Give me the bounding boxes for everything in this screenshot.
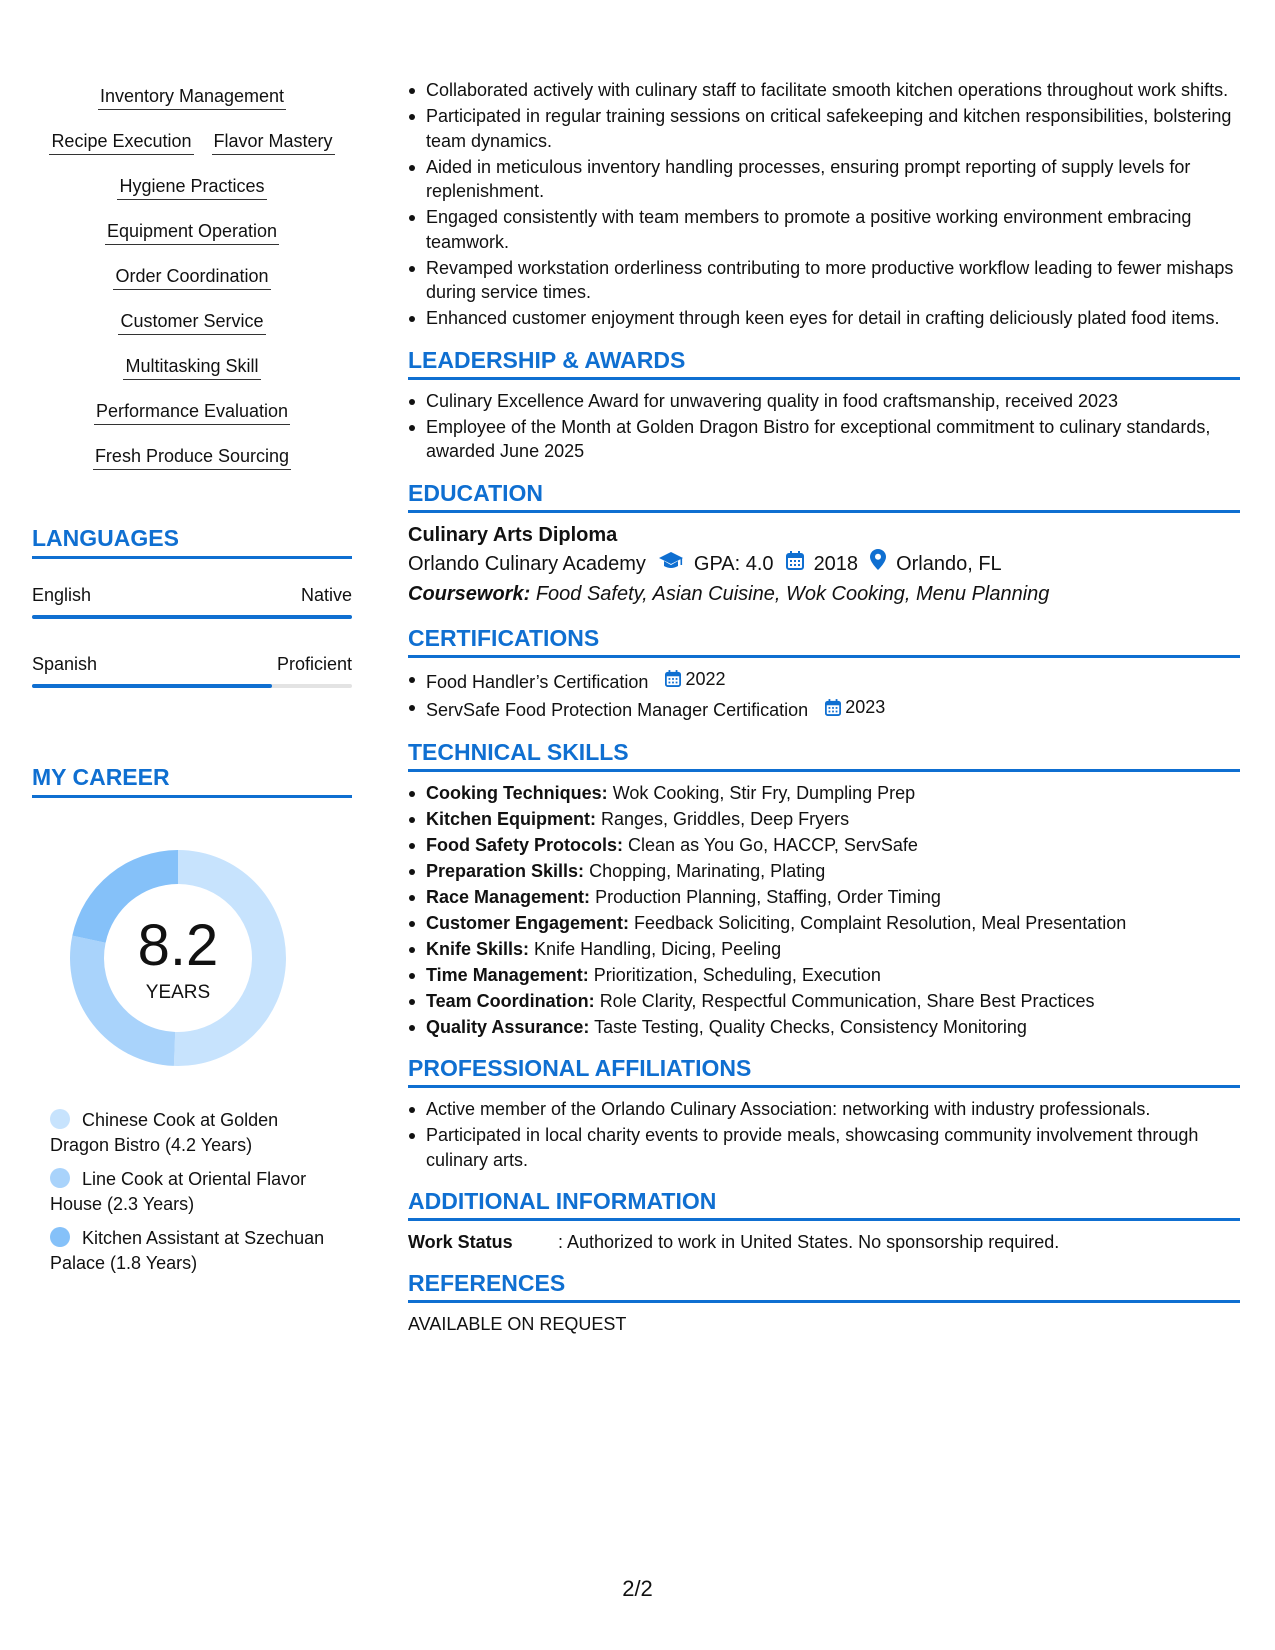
technical-skill-text: Role Clarity, Respectful Communication, Share Best Practices [599, 990, 1095, 1011]
education-details [408, 549, 1240, 579]
skill-tag: Customer Service [118, 307, 265, 335]
work-status-row [408, 1230, 1240, 1254]
affiliation-item: Active member of the Orlando Culinary Association: networking with industry professionals. [426, 1097, 1240, 1122]
technical-skill-item [426, 807, 1240, 832]
coursework-text: Food Safety, Asian Cuisine, Wok Cooking, Menu Planning [535, 582, 1050, 605]
education-heading: EDUCATION [408, 480, 1240, 513]
location-pin-icon [870, 549, 886, 579]
experience-bullet: Participated in regular training sessions on critical safekeeping and kitchen responsibilities, bolstering team dynamics. [426, 104, 1240, 153]
technical-skill-label: Cooking Techniques: [426, 782, 608, 803]
career-legend-item [50, 1226, 340, 1276]
technical-skills-list [408, 781, 1240, 1040]
education-school: Orlando Culinary Academy [408, 552, 646, 575]
legend-dot [50, 1168, 70, 1188]
skill-row [32, 217, 352, 262]
skill-row [32, 127, 352, 172]
language-bar [32, 684, 352, 688]
skill-row [32, 352, 352, 397]
awards-list [408, 389, 1240, 464]
skill-row [32, 262, 352, 307]
language-name: English [32, 585, 92, 605]
language-level: Native [300, 585, 352, 605]
language-item [32, 653, 352, 688]
graduation-cap-icon [658, 549, 684, 579]
skill-tag: Order Coordination [113, 262, 270, 290]
career-legend-label: Kitchen Assistant at Szechuan Palace (1.8 Years) [50, 1228, 325, 1273]
technical-skill-text: Taste Testing, Quality Checks, Consistency Monitoring [594, 1016, 1027, 1037]
skill-tag: Recipe Execution [49, 127, 193, 155]
award-item: Culinary Excellence Award for unwavering quality in food craftsmanship, received 2023 [426, 389, 1240, 414]
skill-tag: Fresh Produce Sourcing [93, 442, 291, 470]
references-text: AVAILABLE ON REQUEST [408, 1314, 627, 1334]
main-column [408, 78, 1240, 1336]
skill-row [32, 82, 352, 127]
language-level: Proficient [276, 654, 352, 674]
technical-skill-item [426, 833, 1240, 858]
education-gpa: GPA: 4.0 [693, 552, 774, 575]
technical-skill-label: Race Management: [426, 886, 591, 907]
technical-skill-label: Customer Engagement: [426, 912, 630, 933]
awards-heading: LEADERSHIP & AWARDS [408, 347, 1240, 380]
skills-list [32, 82, 352, 487]
technical-skill-label: Quality Assurance: [426, 1016, 590, 1037]
technical-skill-text: Chopping, Marinating, Plating [589, 860, 826, 881]
legend-dot [50, 1227, 70, 1247]
career-legend-label: Chinese Cook at Golden Dragon Bistro (4.2 Years) [50, 1110, 279, 1155]
experience-bullet: Engaged consistently with team members to promote a positive working environment embracing teamwork. [426, 205, 1240, 254]
affiliation-item: Participated in local charity events to provide meals, showcasing community involvement through culinary arts. [426, 1123, 1240, 1172]
experience-bullet: Revamped workstation orderliness contributing to more productive workflow leading to fewer mishaps during service times. [426, 256, 1240, 305]
page-number: 2/2 [622, 1576, 653, 1601]
skill-row [32, 442, 352, 487]
technical-skill-label: Preparation Skills: [426, 860, 585, 881]
experience-bullets [408, 78, 1240, 331]
technical-skill-label: Kitchen Equipment: [426, 808, 596, 829]
technical-skill-label: Time Management: [426, 964, 589, 985]
career-total-unit: YEARS [145, 982, 211, 1003]
technical-skill-item [426, 989, 1240, 1014]
language-bar [32, 615, 352, 619]
technical-skill-item [426, 963, 1240, 988]
work-status-value: : Authorized to work in United States. No sponsorship required. [558, 1232, 1060, 1252]
technical-skill-text: Wok Cooking, Stir Fry, Dumpling Prep [612, 782, 916, 803]
technical-skill-item [426, 781, 1240, 806]
certification-name: ServSafe Food Protection Manager Certification [426, 700, 809, 720]
technical-skill-item [426, 1015, 1240, 1040]
additional-info-heading: ADDITIONAL INFORMATION [408, 1188, 1240, 1221]
language-bar-fill [32, 615, 352, 619]
skill-row [32, 172, 352, 217]
languages-heading: LANGUAGES [32, 525, 352, 559]
technical-skill-label: Food Safety Protocols: [426, 834, 624, 855]
skill-row [32, 397, 352, 442]
language-name: Spanish [32, 654, 98, 674]
certification-item [426, 667, 1240, 694]
technical-skill-item [426, 937, 1240, 962]
skill-tag: Flavor Mastery [212, 127, 335, 155]
experience-bullet: Aided in meticulous inventory handling processes, ensuring prompt reporting of supply levels for replenishment. [426, 155, 1240, 204]
language-bar-fill [32, 684, 272, 688]
calendar-icon [825, 699, 841, 716]
technical-skill-item [426, 859, 1240, 884]
technical-skills-heading: TECHNICAL SKILLS [408, 739, 1240, 772]
coursework-label: Coursework: [408, 582, 531, 605]
technical-skill-text: Clean as You Go, HACCP, ServSafe [628, 834, 918, 855]
certification-item [426, 695, 1240, 722]
technical-skill-text: Knife Handling, Dicing, Peeling [534, 938, 782, 959]
certification-year: 2023 [845, 697, 886, 718]
career-legend-label: Line Cook at Oriental Flavor House (2.3 Years) [50, 1169, 307, 1214]
calendar-icon [786, 549, 804, 579]
education-coursework [408, 579, 1240, 609]
technical-skill-text: Production Planning, Staffing, Order Timing [595, 886, 941, 907]
experience-bullet: Enhanced customer enjoyment through keen eyes for detail in crafting deliciously plated food items. [426, 306, 1240, 331]
career-legend-item [50, 1167, 340, 1217]
technical-skill-item [426, 911, 1240, 936]
skill-row [32, 307, 352, 352]
certifications-heading: CERTIFICATIONS [408, 625, 1240, 658]
skill-tag: Performance Evaluation [94, 397, 290, 425]
education-location: Orlando, FL [896, 552, 1002, 575]
education-year: 2018 [813, 552, 859, 575]
calendar-icon [665, 670, 681, 687]
references-heading: REFERENCES [408, 1270, 1240, 1303]
affiliations-heading: PROFESSIONAL AFFILIATIONS [408, 1055, 1240, 1088]
experience-bullet: Collaborated actively with culinary staff to facilitate smooth kitchen operations throughout work shifts. [426, 78, 1240, 103]
skill-tag: Inventory Management [98, 82, 286, 110]
skill-tag: Equipment Operation [105, 217, 279, 245]
technical-skill-text: Prioritization, Scheduling, Execution [593, 964, 881, 985]
language-item [32, 584, 352, 619]
technical-skill-text: Feedback Soliciting, Complaint Resolution, Meal Presentation [634, 912, 1127, 933]
certifications-list [408, 667, 1240, 723]
career-donut-chart [66, 846, 290, 1070]
career-legend [50, 1108, 340, 1285]
career-heading: MY CAREER [32, 764, 352, 798]
technical-skill-label: Team Coordination: [426, 990, 595, 1011]
education-degree: Culinary Arts Diploma [408, 523, 618, 546]
certification-name: Food Handler’s Certification [426, 671, 649, 692]
career-legend-item [50, 1108, 340, 1158]
technical-skill-label: Knife Skills: [426, 938, 530, 959]
career-total-years: 8.2 [137, 913, 219, 978]
technical-skill-item [426, 885, 1240, 910]
technical-skill-text: Ranges, Griddles, Deep Fryers [601, 808, 850, 829]
skill-tag: Hygiene Practices [117, 172, 266, 200]
affiliations-list [408, 1097, 1240, 1172]
certification-year: 2022 [685, 668, 726, 689]
award-item: Employee of the Month at Golden Dragon Bistro for exceptional commitment to culinary standards, awarded June 2025 [426, 415, 1240, 464]
work-status-label: Work Status [408, 1232, 513, 1252]
skill-tag: Multitasking Skill [123, 352, 260, 380]
legend-dot [50, 1109, 70, 1129]
